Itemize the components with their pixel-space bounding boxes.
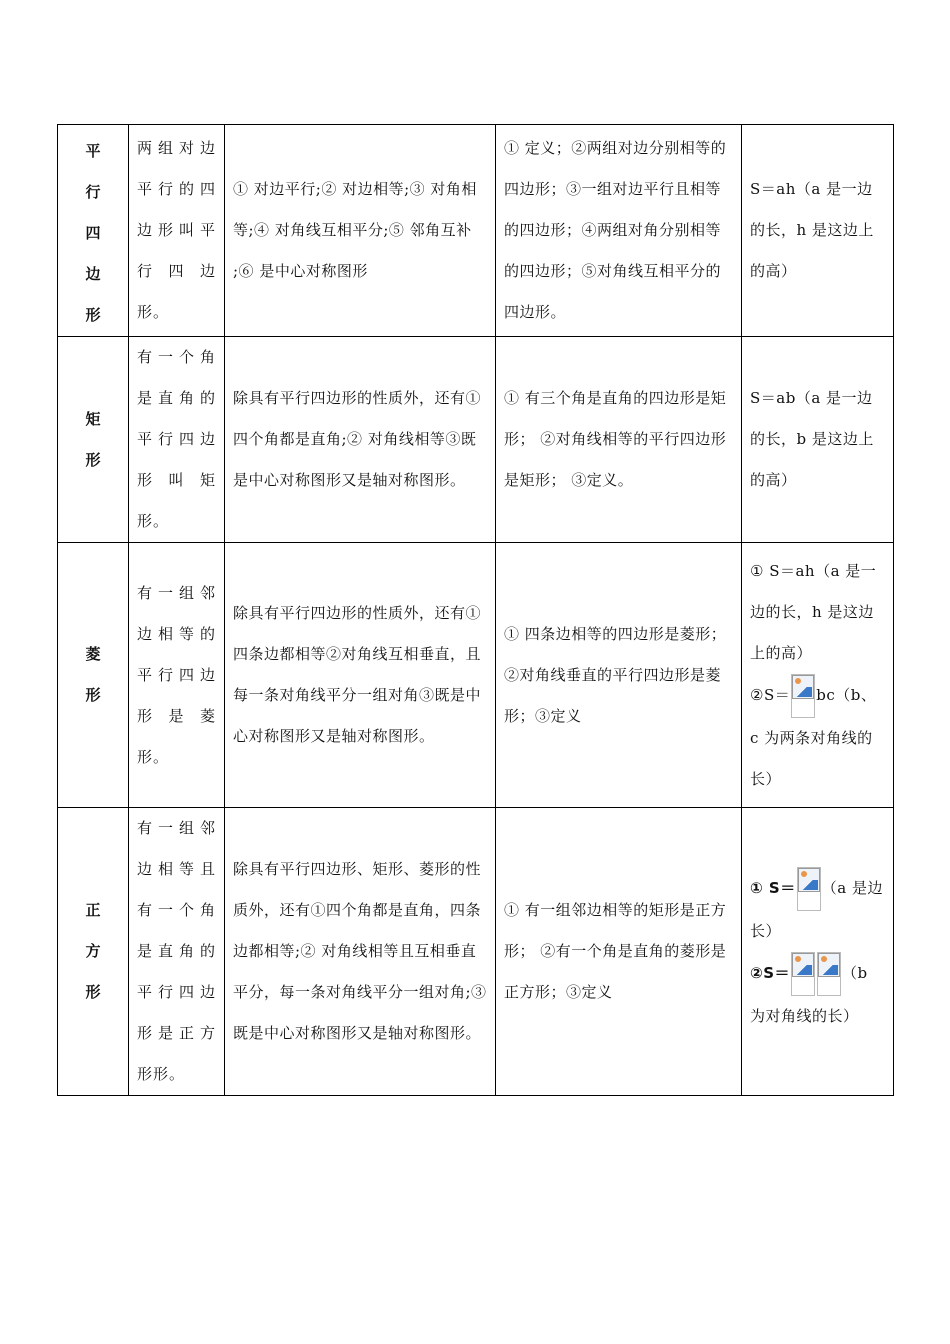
property-cell — [225, 808, 496, 1096]
property-text: 除具有平行四边形、矩形、菱形的性质外，还有①四个角都是直角，四条边都相等;② 对角线相等且互相垂直平分，每一条对角线平分一组对角;③ 既是中心对称图形又是轴对称图形。 — [233, 860, 487, 1042]
property-cell — [225, 125, 496, 337]
definition-cell — [129, 125, 225, 337]
judgment-cell — [496, 337, 742, 543]
judgment-text: ① 四条边相等的四边形是菱形； ②对角线垂直的平行四边形是菱形；③定义 — [504, 624, 756, 725]
judgment-cell — [496, 808, 742, 1096]
definition-text: 有一组邻边相等的平行四边形是菱形。 — [137, 583, 216, 766]
definition-text: 有一个角是直角的平行四边形叫矩形。 — [137, 348, 216, 530]
table-row — [58, 337, 894, 543]
fraction-image — [791, 952, 815, 996]
judgment-cell — [496, 125, 742, 337]
shape-name: 平行四边形 — [85, 142, 101, 324]
formula-suffix: （b 为对角线的长） — [750, 963, 868, 1025]
area-cell — [742, 543, 894, 808]
fraction-image — [797, 867, 821, 911]
area-cell — [742, 337, 894, 543]
formula-image-icon — [792, 953, 814, 977]
area-cell — [742, 125, 894, 337]
fraction-image — [817, 952, 841, 996]
formula-image-icon — [818, 953, 840, 977]
area-formula-1 — [750, 867, 885, 952]
shape-name: 菱形 — [85, 645, 101, 704]
shape-name-cell — [58, 125, 129, 337]
property-text: 除具有平行四边形的性质外，还有①四条边都相等②对角线互相垂直，且每一条对角线平分一组对角③既是中心对称图形又是轴对称图形。 — [233, 604, 482, 745]
definition-cell — [129, 337, 225, 543]
area-formula: S＝ah（a 是一边的长，h 是这边上的高） — [750, 180, 874, 280]
table-row — [58, 125, 894, 337]
formula-image-icon — [792, 675, 814, 699]
property-text: 除具有平行四边形的性质外，还有①四个角都是直角;② 对角线相等③既是中心对称图形又是轴对称图形。 — [233, 389, 482, 489]
table-row — [58, 543, 894, 808]
area-formula-2 — [750, 674, 885, 800]
formula-prefix: ②S＝ — [750, 963, 791, 982]
definition-cell — [129, 808, 225, 1096]
property-cell — [225, 337, 496, 543]
shape-name: 正方形 — [85, 901, 101, 1001]
quadrilateral-table — [57, 124, 894, 1096]
shape-name: 矩形 — [85, 409, 101, 469]
area-formula: S＝ab（a 是一边的长，b 是这边上的高） — [750, 389, 874, 489]
formula-prefix: ① S＝ — [750, 878, 796, 897]
shape-name-cell — [58, 337, 129, 543]
definition-cell — [129, 543, 225, 808]
judgment-cell — [496, 543, 756, 808]
judgment-text: ① 有一组邻边相等的矩形是正方形； ②有一个角是直角的菱形是正方形；③定义 — [504, 901, 727, 1001]
area-cell — [742, 808, 894, 1096]
property-cell — [225, 543, 496, 808]
definition-text: 有一组邻边相等且有一个角是直角的平行四边形是正方形形。 — [137, 819, 216, 1083]
property-text: ① 对边平行;② 对边相等;③ 对角相等;④ 对角线互相平分;⑤ 邻角互补 ;⑥ 是中心对称图形 — [233, 180, 477, 280]
judgment-text: ① 有三个角是直角的四边形是矩形； ②对角线相等的平行四边形是矩形； ③定义。 — [504, 389, 727, 489]
formula-prefix: ②S＝ — [750, 685, 791, 704]
judgment-text: ① 定义；②两组对边分别相等的四边形；③一组对边平行且相等的四边形；④两组对角分别相等的四边形；⑤对角线互相平分的四边形。 — [504, 139, 727, 321]
area-formula-2 — [750, 952, 885, 1037]
table-row — [58, 808, 894, 1096]
definition-text: 两组对边平行的四边形叫平行四边形。 — [137, 139, 216, 321]
shape-name-cell — [58, 808, 129, 1096]
formula-image-icon — [798, 868, 820, 892]
fraction-image — [791, 674, 815, 718]
area-formula-1: ① S＝ah（a 是一边的长，h 是这边上的高） — [750, 561, 877, 662]
formula-suffix: bc（b、c 为两条对角线的长） — [750, 685, 877, 788]
shape-name-cell — [58, 543, 129, 808]
formula-suffix: （a 是边长） — [750, 878, 883, 940]
